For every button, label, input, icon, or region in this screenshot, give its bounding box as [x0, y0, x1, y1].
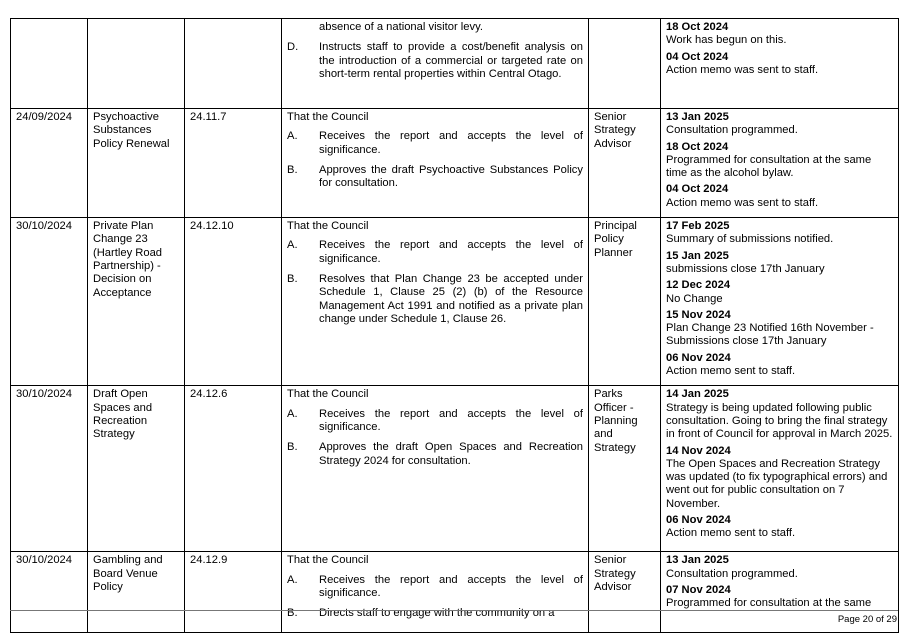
cell-updates	[661, 218, 899, 386]
update-date: 15 Jan 2025	[666, 249, 729, 262]
clause-letter: A.	[287, 239, 298, 252]
clause-text: Approves the draft Psychoactive Substances Policy for consultation.	[319, 163, 583, 190]
clause-text: absence of a national visitor levy.	[319, 21, 483, 33]
cell-reference: 24.12.9	[185, 552, 282, 632]
clause-letter: B.	[287, 607, 298, 620]
update-date: 04 Oct 2024	[666, 183, 729, 196]
table-row	[11, 218, 899, 386]
resolution-clause	[287, 41, 583, 81]
update-date: 13 Jan 2025	[666, 111, 729, 123]
clause-letter: D.	[287, 41, 299, 54]
update-date: 14 Nov 2024	[666, 444, 731, 457]
cell-date: 30/10/2024	[11, 552, 88, 632]
resolution-clause	[287, 408, 583, 435]
clause-text: Instructs staff to provide a cost/benefit analysis on the introduction of a commercial or targeted rate on short-term rental properties within Central Otago.	[319, 41, 583, 80]
cell-resolution	[282, 19, 589, 109]
cell-reference: 24.12.6	[185, 386, 282, 552]
cell-report-title: Psychoactive Substances Policy Renewal	[88, 109, 185, 218]
update-entry	[666, 51, 893, 78]
update-entry	[666, 352, 893, 379]
cell-reference	[185, 19, 282, 109]
resolution-clause	[287, 441, 583, 468]
update-date: 04 Oct 2024	[666, 50, 729, 63]
clause-text: Resolves that Plan Change 23 be accepted under Schedule 1, Clause 25 (2) (b) of the Resource Management Act 1991 and notified as a private plan change under Schedule 1, Clause 26.	[319, 272, 583, 325]
update-date: 18 Oct 2024	[666, 21, 729, 33]
cell-date: 30/10/2024	[11, 386, 88, 552]
clause-text: Approves the draft Open Spaces and Recreation Strategy 2024 for consultation.	[319, 441, 583, 467]
resolution-clause	[287, 164, 583, 191]
table-row	[11, 552, 899, 632]
clause-text: Receives the report and accepts the level of significance.	[319, 407, 583, 433]
update-date: 15 Nov 2024	[666, 308, 731, 321]
update-text: Action memo was sent to staff.	[666, 63, 819, 76]
update-text: Plan Change 23 Notified 16th November - Submissions close 17th January	[666, 322, 874, 348]
clause-letter: B.	[287, 441, 298, 454]
update-text: Programmed for consultation at the same	[666, 597, 872, 610]
cell-officer: Senior Strategy Advisor	[589, 552, 661, 632]
update-entry	[666, 183, 893, 210]
clause-text: Receives the report and accepts the level of significance.	[319, 130, 583, 156]
update-entry	[666, 250, 893, 277]
update-entry	[666, 111, 893, 138]
update-entry	[666, 514, 893, 541]
cell-officer	[589, 19, 661, 109]
cell-report-title: Draft Open Spaces and Recreation Strategy	[88, 386, 185, 552]
clause-letter: A.	[287, 130, 298, 143]
update-text: Action memo sent to staff.	[666, 365, 796, 378]
cell-reference: 24.12.10	[185, 218, 282, 386]
page-number: Page 20 of 29	[837, 614, 897, 625]
update-date: 13 Jan 2025	[666, 554, 729, 567]
update-entry	[666, 388, 893, 441]
table-row	[11, 109, 899, 218]
update-text: submissions close 17th January	[666, 262, 825, 275]
clause-letter: A.	[287, 573, 298, 586]
update-entry	[666, 584, 893, 611]
table-row	[11, 386, 899, 552]
update-text: Action memo was sent to staff.	[666, 196, 819, 209]
update-text: Strategy is being updated following public consultation. Going to bring the final strategy in front of Council for approval in March 2025.	[666, 401, 893, 441]
cell-resolution	[282, 218, 589, 386]
resolution-lead: That the Council	[287, 220, 369, 233]
cell-updates	[661, 386, 899, 552]
cell-reference: 24.11.7	[185, 109, 282, 218]
cell-date: 30/10/2024	[11, 218, 88, 386]
clause-letter: B.	[287, 163, 298, 176]
cell-resolution	[282, 109, 589, 218]
resolution-clause	[287, 130, 583, 157]
update-entry	[666, 554, 893, 581]
update-date: 12 Dec 2024	[666, 279, 731, 292]
update-date: 06 Nov 2024	[666, 514, 731, 527]
resolution-lead: That the Council	[287, 554, 369, 567]
update-entry	[666, 309, 893, 349]
update-entry	[666, 279, 893, 306]
update-text: Work has begun on this.	[666, 34, 787, 47]
update-entry	[666, 445, 893, 511]
clause-text: Directs staff to engage with the community on a	[319, 607, 555, 620]
update-entry	[666, 220, 893, 247]
update-date: 14 Jan 2025	[666, 388, 729, 401]
cell-officer: Senior Strategy Advisor	[589, 109, 661, 218]
clause-text: Receives the report and accepts the level of significance.	[319, 239, 583, 265]
cell-officer: Principal Policy Planner	[589, 218, 661, 386]
cell-report-title: Gambling and Board Venue Policy	[88, 552, 185, 632]
resolution-clause	[287, 239, 583, 266]
footer-rule	[10, 610, 898, 611]
actions-table-body	[11, 19, 899, 633]
update-text: Action memo sent to staff.	[666, 527, 796, 540]
update-text: Summary of submissions notified.	[666, 233, 834, 246]
update-text: Programmed for consultation at the same time as the alcohol bylaw.	[666, 153, 872, 180]
cell-report-title: Private Plan Change 23 (Hartley Road Partnership) - Decision on Acceptance	[88, 218, 185, 386]
update-date: 18 Oct 2024	[666, 140, 729, 153]
clause-letter: B.	[287, 272, 298, 285]
resolution-clause	[287, 21, 583, 34]
clause-letter	[287, 21, 319, 34]
cell-updates	[661, 19, 899, 109]
resolution-lead: That the Council	[287, 388, 369, 401]
cell-resolution	[282, 552, 589, 632]
actions-table	[10, 18, 899, 633]
resolution-clause	[287, 574, 583, 601]
resolution-lead: That the Council	[287, 111, 369, 123]
cell-updates	[661, 109, 899, 218]
update-entry	[666, 21, 893, 48]
update-date: 17 Feb 2025	[666, 220, 730, 233]
update-date: 06 Nov 2024	[666, 351, 731, 364]
update-text: No Change	[666, 292, 723, 305]
update-text: Consultation programmed.	[666, 567, 798, 580]
table-row	[11, 19, 899, 109]
update-date: 07 Nov 2024	[666, 583, 731, 596]
clause-letter: A.	[287, 407, 298, 420]
cell-date: 24/09/2024	[11, 109, 88, 218]
update-text: Consultation programmed.	[666, 124, 798, 137]
update-text: The Open Spaces and Recreation Strategy was updated (to fix typographical errors) and went out for public consultation on 7 November.	[666, 457, 888, 510]
cell-officer: Parks Officer - Planning and Strategy	[589, 386, 661, 552]
cell-report-title	[88, 19, 185, 109]
clause-text: Receives the report and accepts the level of significance.	[319, 573, 583, 599]
cell-date	[11, 19, 88, 109]
resolution-clause	[287, 273, 583, 326]
cell-resolution	[282, 386, 589, 552]
update-entry	[666, 141, 893, 181]
